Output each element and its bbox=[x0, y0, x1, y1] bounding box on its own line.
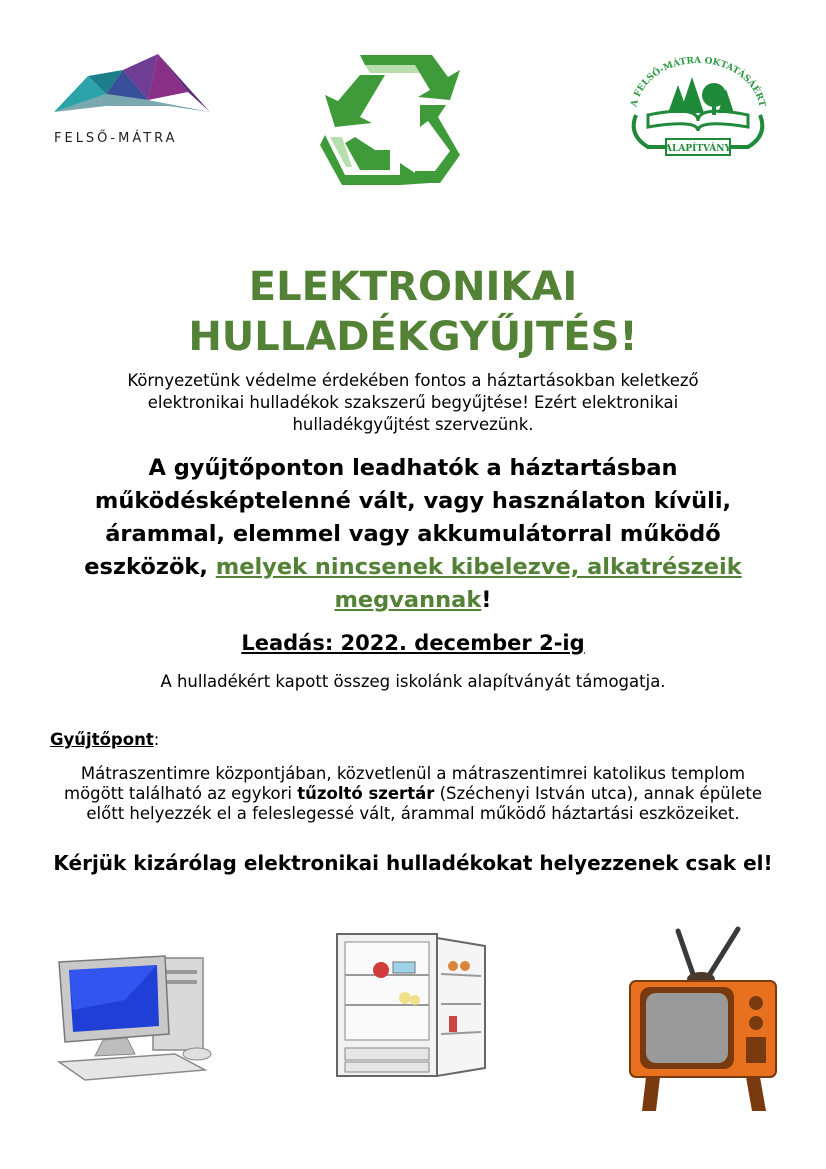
deadline-heading: Leadás: 2022. december 2-ig bbox=[241, 631, 585, 655]
refrigerator-icon bbox=[333, 930, 493, 1080]
felso-matra-logo bbox=[48, 50, 218, 150]
alapitvany-logo bbox=[618, 55, 778, 160]
collection-location-name: tűzoltó szertár bbox=[297, 784, 435, 803]
accepted-items-paragraph bbox=[40, 452, 786, 617]
collection-text-start: Mátraszentimre központjában, közvetlenül a mátraszentimrei katolikus templom mögött található az egykori bbox=[64, 764, 746, 803]
alapitvany-arc-text: A FELSŐ-MÁTRA OKTATÁSÁÉRT bbox=[629, 55, 767, 108]
alapitvany-ribbon-text: ALAPÍTVÁNY bbox=[665, 144, 731, 154]
television-icon bbox=[628, 925, 780, 1115]
collection-point-label bbox=[50, 730, 159, 749]
collection-point-colon: : bbox=[153, 730, 160, 749]
title-line-2: HULLADÉKGYŰJTÉS! bbox=[188, 314, 638, 360]
computer-icon bbox=[55, 950, 220, 1085]
support-note: A hulladékért kapott összeg iskolánk alapítványát támogatja. bbox=[160, 672, 666, 691]
accepted-items-end: ! bbox=[481, 587, 492, 613]
collection-point-description bbox=[55, 764, 771, 824]
page-title bbox=[0, 262, 826, 362]
request-note: Kérjük kizárólag elektronikai hulladékokat helyezzenek csak el! bbox=[53, 851, 773, 875]
collection-point-label-text: Gyűjtőpont bbox=[50, 730, 154, 749]
intro-paragraph: Környezetünk védelme érdekében fontos a háztartásokban keletkező elektronikai hulladékok szakszerű begyűjtése! Ezért elektronikai hulladékgyűjtést szervezünk. bbox=[127, 371, 699, 434]
accepted-items-text: A gyűjtőponton leadhatók a háztartásban működésképtelenné vált, vagy használaton kívüli, árammal, elemmel vagy akkumulátorral működő eszközök, bbox=[84, 455, 732, 580]
condition-text: melyek nincsenek kibelezve, alkatrészeik megvannak bbox=[215, 554, 742, 613]
collection-text-end: (Széchenyi István utca), annak épülete előtt helyezzék el a feleslegessé vált, árammal működő háztartási eszközeiket. bbox=[86, 784, 762, 823]
recycle-icon bbox=[320, 55, 465, 185]
title-line-1: ELEKTRONIKAI bbox=[248, 264, 578, 310]
felso-matra-caption: FELSŐ-MÁTRA bbox=[54, 131, 178, 146]
